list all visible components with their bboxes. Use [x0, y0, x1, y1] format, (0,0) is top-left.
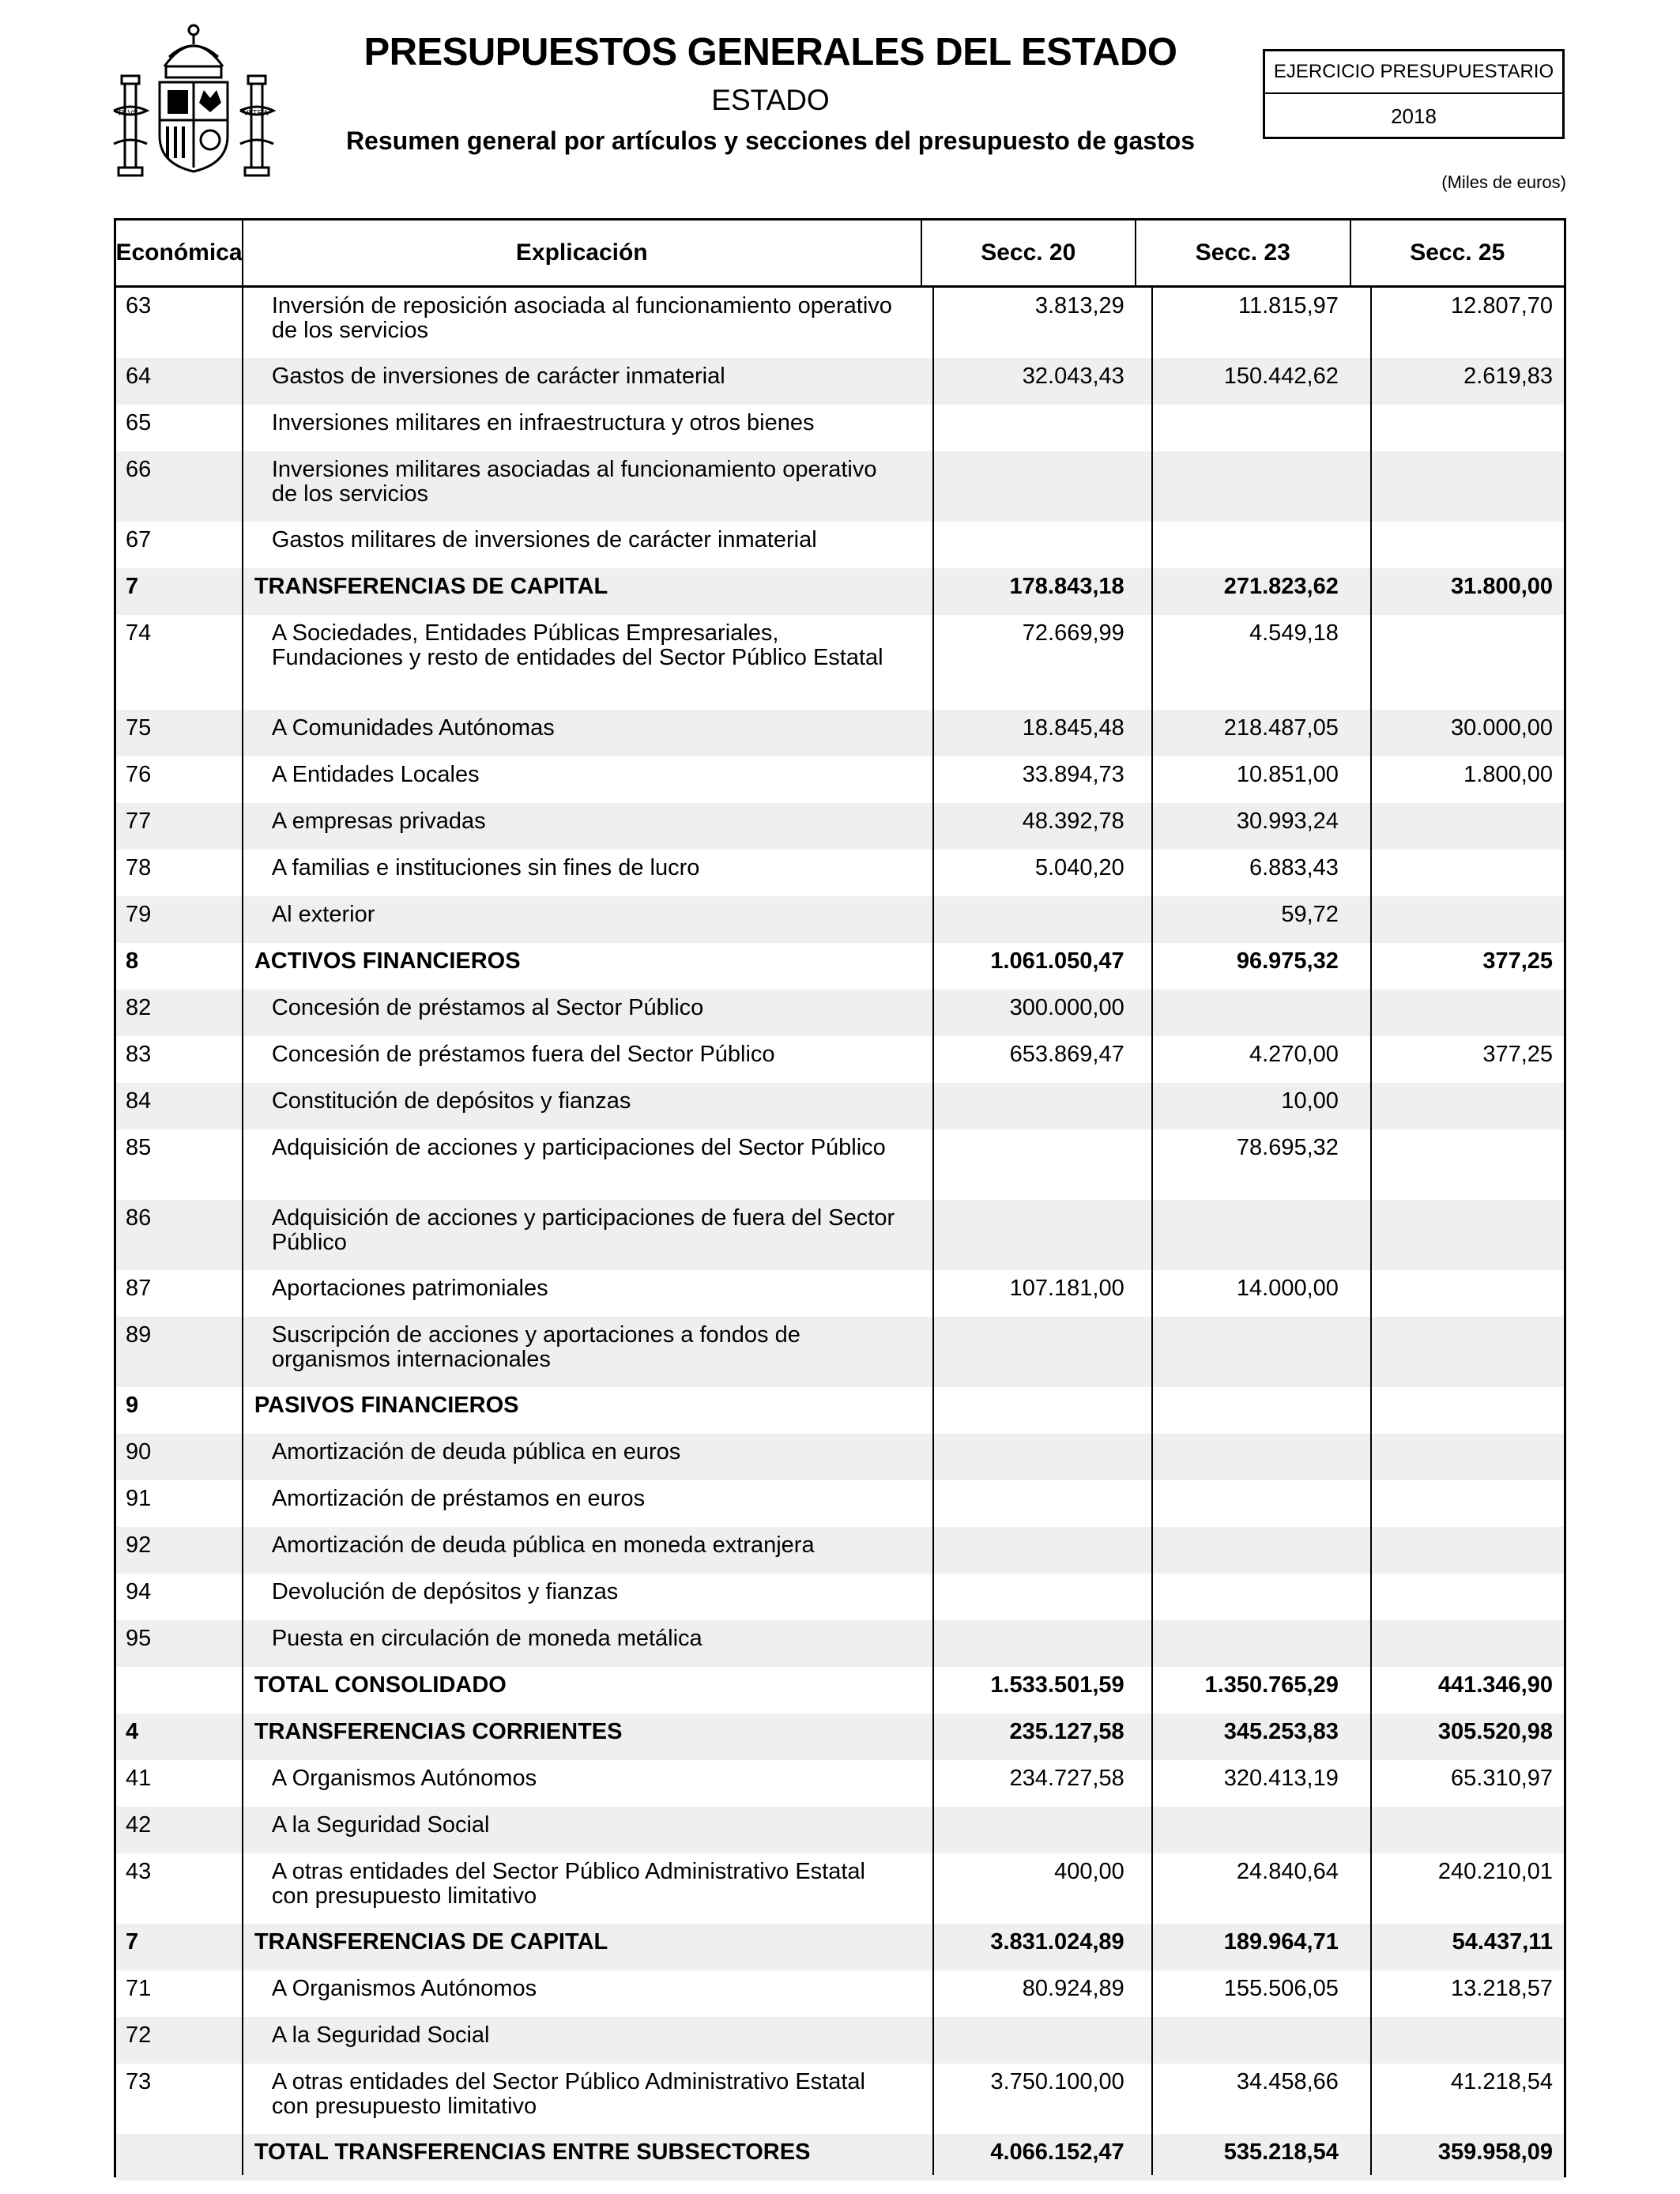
table-body	[116, 288, 1564, 2175]
economic-code-cell: 41	[126, 1766, 152, 1791]
secc-20-value-cell	[921, 1480, 1136, 1527]
secc-25-value-cell: 31.800,00	[1451, 574, 1554, 599]
column-divider	[1370, 288, 1372, 2175]
secc-23-value-cell	[1136, 1527, 1350, 1574]
secc-23-value-cell: 535.218,54	[1223, 2139, 1339, 2165]
secc-25-value-cell	[1350, 451, 1564, 522]
explanation-cell: PASIVOS FINANCIEROS	[254, 1393, 519, 1418]
economic-code-cell: 67	[126, 527, 152, 552]
economic-code-cell: 85	[126, 1135, 152, 1160]
secc-23-value-cell: 345.253,83	[1223, 1719, 1339, 1744]
secc-20-value-cell	[921, 451, 1136, 522]
secc-23-value-cell: 189.964,71	[1223, 1929, 1339, 1955]
secc-23-value-cell	[1136, 2017, 1350, 2064]
column-header-secc-20: Secc. 20	[922, 221, 1137, 285]
secc-23-value-cell: 1.350.765,29	[1204, 1672, 1339, 1698]
table-row	[116, 1317, 1564, 1387]
explanation-cell: Amortización de préstamos en euros	[271, 1486, 646, 1511]
explanation-cell: A otras entidades del Sector Público Administrativo Estatal con presupuesto limitativo	[271, 2069, 865, 2119]
secc-25-value-cell: 65.310,97	[1451, 1766, 1554, 1791]
secc-25-value-cell	[1350, 1387, 1564, 1434]
table-row	[116, 850, 1564, 896]
explanation-cell: A familias e instituciones sin fines de lucro	[271, 855, 700, 880]
economic-code-cell: 82	[126, 995, 152, 1020]
table-row	[116, 522, 1564, 568]
secc-23-value-cell	[1136, 1387, 1350, 1434]
secc-25-value-cell: 30.000,00	[1451, 715, 1554, 741]
economic-code-cell: 73	[126, 2069, 152, 2094]
secc-20-value-cell	[921, 896, 1136, 943]
table-row	[116, 803, 1564, 850]
secc-23-value-cell: 34.458,66	[1236, 2069, 1339, 2094]
secc-23-value-cell: 4.549,18	[1249, 620, 1339, 646]
secc-23-value-cell	[1136, 451, 1350, 522]
table-row	[116, 943, 1564, 990]
explanation-cell: Devolución de depósitos y fianzas	[271, 1579, 619, 1604]
coat-of-arms-emblem	[111, 17, 277, 179]
secc-20-value-cell: 400,00	[1054, 1859, 1124, 1884]
economic-code-cell: 79	[126, 902, 152, 927]
economic-code-cell: 76	[126, 762, 152, 787]
explanation-cell: Suscripción de acciones y aportaciones a fondos de organismos internacionales	[271, 1322, 800, 1372]
economic-code-cell: 63	[126, 293, 152, 319]
table-row	[116, 896, 1564, 943]
secc-20-value-cell: 72.669,99	[1022, 620, 1124, 646]
secc-20-value-cell: 3.831.024,89	[990, 1929, 1124, 1955]
explanation-cell: Inversiones militares en infraestructura y otros bienes	[271, 410, 815, 435]
secc-25-value-cell	[1350, 803, 1564, 850]
secc-23-value-cell: 96.975,32	[1236, 948, 1339, 974]
explanation-cell: Aportaciones patrimoniales	[271, 1276, 548, 1301]
secc-20-value-cell: 18.845,48	[1022, 715, 1124, 741]
table-row	[116, 1713, 1564, 1760]
explanation-cell: A Sociedades, Entidades Públicas Empresariales, Fundaciones y resto de entidades del Sector Público Estatal	[271, 620, 883, 670]
explanation-cell: A Comunidades Autónomas	[271, 715, 555, 741]
secc-25-value-cell	[1350, 850, 1564, 896]
secc-23-value-cell: 218.487,05	[1223, 715, 1339, 741]
table-row	[116, 1924, 1564, 1970]
secc-25-value-cell: 377,25	[1482, 1042, 1554, 1067]
table-row	[116, 1574, 1564, 1620]
units-note: (Miles de euros)	[1441, 172, 1566, 192]
explanation-cell: Al exterior	[271, 902, 375, 927]
secc-23-value-cell	[1136, 405, 1350, 451]
table-row	[116, 1083, 1564, 1129]
column-header-secc-23: Secc. 23	[1136, 221, 1351, 285]
secc-25-value-cell	[1350, 990, 1564, 1036]
secc-20-value-cell	[921, 1574, 1136, 1620]
secc-25-value-cell	[1350, 1200, 1564, 1270]
table-row	[116, 1480, 1564, 1527]
secc-23-value-cell: 6.883,43	[1249, 855, 1339, 880]
table-row	[116, 1620, 1564, 1667]
economic-code-cell: 7	[126, 574, 139, 599]
secc-25-value-cell	[1350, 615, 1564, 710]
economic-code-cell: 83	[126, 1042, 152, 1067]
secc-20-value-cell	[921, 1620, 1136, 1667]
explanation-cell: A la Seguridad Social	[271, 1812, 490, 1838]
secc-20-value-cell	[921, 1317, 1136, 1387]
secc-20-value-cell: 1.533.501,59	[990, 1672, 1124, 1698]
secc-23-value-cell: 14.000,00	[1236, 1276, 1339, 1301]
secc-23-value-cell	[1136, 1200, 1350, 1270]
explanation-cell: TRANSFERENCIAS DE CAPITAL	[254, 1929, 608, 1955]
page-title: PRESUPUESTOS GENERALES DEL ESTADO	[363, 31, 1177, 74]
explanation-cell: Inversiones militares asociadas al funcionamiento operativo de los servicios	[271, 457, 877, 507]
secc-20-value-cell: 3.750.100,00	[990, 2069, 1124, 2094]
secc-23-value-cell: 271.823,62	[1223, 574, 1339, 599]
economic-code-cell: 7	[126, 1929, 139, 1955]
economic-code-cell: 66	[126, 457, 152, 482]
economic-code-cell	[116, 1667, 240, 1713]
economic-code-cell: 72	[126, 2022, 152, 2048]
secc-25-value-cell: 2.619,83	[1463, 364, 1554, 389]
explanation-cell: Inversión de reposición asociada al funcionamiento operativo de los servicios	[271, 293, 892, 343]
table-row	[116, 1667, 1564, 1713]
table-row	[116, 1970, 1564, 2017]
secc-25-value-cell	[1350, 1083, 1564, 1129]
economic-code-cell: 64	[126, 364, 152, 389]
exercise-box	[1263, 49, 1565, 139]
column-divider	[932, 288, 934, 2175]
table-row	[116, 2134, 1564, 2181]
secc-25-value-cell	[1350, 1434, 1564, 1480]
secc-25-value-cell: 12.807,70	[1451, 293, 1554, 319]
secc-20-value-cell: 80.924,89	[1022, 1976, 1124, 2001]
explanation-cell: Gastos de inversiones de carácter inmaterial	[271, 364, 725, 389]
secc-23-value-cell	[1136, 1807, 1350, 1853]
secc-23-value-cell	[1136, 990, 1350, 1036]
secc-23-value-cell: 150.442,62	[1223, 364, 1339, 389]
secc-23-value-cell: 30.993,24	[1236, 809, 1339, 834]
table-row	[116, 1760, 1564, 1807]
secc-25-value-cell	[1350, 1574, 1564, 1620]
explanation-cell: A Entidades Locales	[271, 762, 480, 787]
economic-code-cell	[116, 2134, 240, 2181]
explanation-cell: A empresas privadas	[271, 809, 486, 834]
secc-25-value-cell	[1350, 896, 1564, 943]
secc-20-value-cell: 3.813,29	[1034, 293, 1124, 319]
table-row	[116, 1200, 1564, 1270]
svg-text:PLVS: PLVS	[119, 109, 138, 118]
secc-23-value-cell: 10.851,00	[1236, 762, 1339, 787]
secc-20-value-cell: 234.727,58	[1009, 1766, 1124, 1791]
secc-23-value-cell	[1136, 1434, 1350, 1480]
explanation-cell: TRANSFERENCIAS CORRIENTES	[254, 1719, 623, 1744]
secc-20-value-cell: 48.392,78	[1022, 809, 1124, 834]
economic-code-cell: 86	[126, 1205, 152, 1231]
secc-20-value-cell	[921, 1387, 1136, 1434]
secc-25-value-cell	[1350, 1129, 1564, 1200]
table-row	[116, 1129, 1564, 1200]
explanation-cell: ACTIVOS FINANCIEROS	[254, 948, 521, 974]
table-row	[116, 1527, 1564, 1574]
secc-25-value-cell	[1350, 1317, 1564, 1387]
secc-25-value-cell: 441.346,90	[1437, 1672, 1554, 1698]
secc-25-value-cell	[1350, 1270, 1564, 1317]
secc-25-value-cell	[1350, 1527, 1564, 1574]
secc-20-value-cell	[921, 1527, 1136, 1574]
secc-23-value-cell: 10,00	[1281, 1088, 1339, 1114]
economic-code-cell: 84	[126, 1088, 152, 1114]
secc-20-value-cell: 178.843,18	[1009, 574, 1124, 599]
explanation-cell: A la Seguridad Social	[271, 2022, 490, 2048]
secc-20-value-cell	[921, 1083, 1136, 1129]
secc-25-value-cell: 13.218,57	[1451, 1976, 1554, 2001]
table-row	[116, 756, 1564, 803]
table-row	[116, 1853, 1564, 1924]
secc-20-value-cell	[921, 2017, 1136, 2064]
secc-25-value-cell: 305.520,98	[1437, 1719, 1554, 1744]
secc-23-value-cell	[1136, 1574, 1350, 1620]
explanation-cell: Amortización de deuda pública en euros	[271, 1439, 681, 1465]
secc-25-value-cell	[1350, 1807, 1564, 1853]
economic-code-cell: 92	[126, 1532, 152, 1558]
explanation-cell: A Organismos Autónomos	[271, 1766, 537, 1791]
secc-25-value-cell: 359.958,09	[1437, 2139, 1554, 2165]
budget-table	[114, 218, 1566, 2177]
secc-23-value-cell	[1136, 522, 1350, 568]
economic-code-cell: 71	[126, 1976, 152, 2001]
explanation-cell: TOTAL CONSOLIDADO	[254, 1672, 507, 1698]
economic-code-cell: 95	[126, 1626, 152, 1651]
economic-code-cell: 91	[126, 1486, 152, 1511]
secc-25-value-cell: 377,25	[1482, 948, 1554, 974]
secc-25-value-cell	[1350, 1480, 1564, 1527]
column-header-explicacion: Explicación	[243, 221, 922, 285]
secc-23-value-cell	[1136, 1480, 1350, 1527]
secc-20-value-cell: 4.066.152,47	[990, 2139, 1124, 2165]
column-divider	[1151, 288, 1153, 2175]
secc-23-value-cell	[1136, 1620, 1350, 1667]
secc-20-value-cell	[921, 522, 1136, 568]
secc-23-value-cell: 11.815,97	[1238, 293, 1339, 319]
svg-text:VLTRA: VLTRA	[243, 109, 269, 118]
secc-23-value-cell: 24.840,64	[1236, 1859, 1339, 1884]
secc-20-value-cell	[921, 1807, 1136, 1853]
table-row	[116, 1807, 1564, 1853]
secc-20-value-cell	[921, 1200, 1136, 1270]
secc-20-value-cell	[921, 1434, 1136, 1480]
secc-23-value-cell: 78.695,32	[1236, 1135, 1339, 1160]
explanation-cell: Puesta en circulación de moneda metálica	[271, 1626, 703, 1651]
secc-23-value-cell: 155.506,05	[1223, 1976, 1339, 2001]
table-row	[116, 451, 1564, 522]
table-row	[116, 2064, 1564, 2134]
page-subtitle: ESTADO	[711, 84, 830, 116]
column-header-secc-25: Secc. 25	[1410, 239, 1505, 266]
secc-20-value-cell: 32.043,43	[1022, 364, 1124, 389]
explanation-cell: TOTAL TRANSFERENCIAS ENTRE SUBSECTORES	[254, 2139, 811, 2165]
secc-23-value-cell: 4.270,00	[1249, 1042, 1339, 1067]
explanation-cell: Gastos militares de inversiones de carácter inmaterial	[271, 527, 817, 552]
economic-code-cell: 8	[126, 948, 139, 974]
explanation-cell: A otras entidades del Sector Público Administrativo Estatal con presupuesto limitativo	[271, 1859, 865, 1909]
table-row	[116, 990, 1564, 1036]
exercise-year: 2018	[1391, 104, 1437, 128]
economic-code-cell: 94	[126, 1579, 152, 1604]
secc-25-value-cell: 54.437,11	[1452, 1929, 1554, 1955]
exercise-label: EJERCICIO PRESUPUESTARIO	[1265, 51, 1562, 94]
explanation-cell: Concesión de préstamos al Sector Público	[271, 995, 704, 1020]
table-row	[116, 1387, 1564, 1434]
secc-20-value-cell: 33.894,73	[1022, 762, 1124, 787]
secc-25-value-cell: 240.210,01	[1437, 1859, 1554, 1884]
secc-23-value-cell: 320.413,19	[1223, 1766, 1339, 1791]
secc-23-value-cell	[1136, 1317, 1350, 1387]
secc-25-value-cell: 41.218,54	[1451, 2069, 1554, 2094]
economic-code-cell: 4	[126, 1719, 139, 1744]
explanation-cell: Constitución de depósitos y fianzas	[271, 1088, 631, 1114]
secc-25-value-cell: 1.800,00	[1463, 762, 1554, 787]
secc-23-value-cell: 59,72	[1281, 902, 1339, 927]
explanation-cell: Adquisición de acciones y participaciones del Sector Público	[271, 1135, 886, 1160]
secc-25-value-cell	[1350, 1620, 1564, 1667]
table-row	[116, 358, 1564, 405]
table-row	[116, 568, 1564, 615]
economic-code-cell: 43	[126, 1859, 152, 1884]
secc-25-value-cell	[1350, 405, 1564, 451]
economic-code-cell: 78	[126, 855, 152, 880]
table-row	[116, 1434, 1564, 1480]
explanation-cell: Amortización de deuda pública en moneda extranjera	[271, 1532, 815, 1558]
explanation-cell: A Organismos Autónomos	[271, 1976, 537, 2001]
secc-20-value-cell: 107.181,00	[1009, 1276, 1124, 1301]
table-row	[116, 1036, 1564, 1083]
table-row	[116, 615, 1564, 710]
economic-code-cell: 65	[126, 410, 152, 435]
secc-20-value-cell: 653.869,47	[1009, 1042, 1124, 1067]
table-header	[116, 221, 1564, 288]
table-row	[116, 1270, 1564, 1317]
table-row	[116, 288, 1564, 358]
economic-code-cell: 42	[126, 1812, 152, 1838]
economic-code-cell: 89	[126, 1322, 152, 1348]
secc-20-value-cell: 300.000,00	[1009, 995, 1124, 1020]
secc-25-value-cell	[1350, 522, 1564, 568]
secc-20-value-cell: 1.061.050,47	[990, 948, 1124, 974]
explanation-cell: TRANSFERENCIAS DE CAPITAL	[254, 574, 608, 599]
table-row	[116, 405, 1564, 451]
economic-code-cell: 74	[126, 620, 152, 646]
explanation-cell: Concesión de préstamos fuera del Sector Público	[271, 1042, 775, 1067]
secc-20-value-cell	[921, 405, 1136, 451]
secc-25-value-cell	[1350, 2017, 1564, 2064]
secc-20-value-cell	[921, 1129, 1136, 1200]
secc-20-value-cell: 5.040,20	[1034, 855, 1124, 880]
economic-code-cell: 87	[126, 1276, 152, 1301]
table-rows	[116, 288, 1564, 2181]
column-header-economica: Económica	[116, 221, 243, 285]
economic-code-cell: 9	[126, 1393, 139, 1418]
table-row	[116, 2017, 1564, 2064]
page-description: Resumen general por artículos y secciones del presupuesto de gastos	[345, 126, 1196, 155]
economic-code-cell: 90	[126, 1439, 152, 1465]
table-row	[116, 710, 1564, 756]
column-divider	[242, 288, 243, 2175]
explanation-cell: Adquisición de acciones y participaciones de fuera del Sector Público	[271, 1205, 895, 1255]
economic-code-cell: 75	[126, 715, 152, 741]
secc-20-value-cell: 235.127,58	[1009, 1719, 1124, 1744]
economic-code-cell: 77	[126, 809, 152, 834]
